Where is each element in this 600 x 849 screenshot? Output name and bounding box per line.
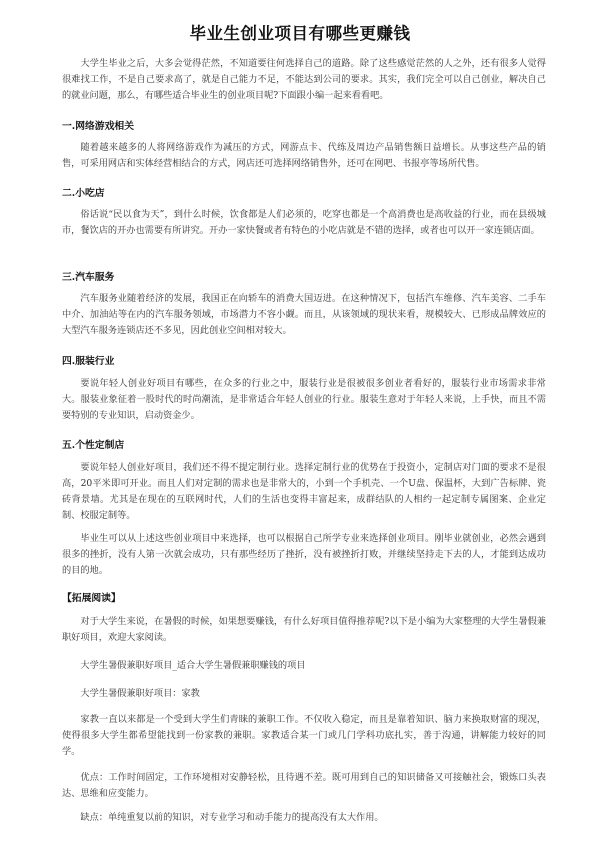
page-title: 毕业生创业项目有哪些更赚钱 (189, 24, 411, 43)
cons-paragraph: 缺点：单纯重复以前的知识，对专业学习和动手能力的提高没有太大作用。 (80, 812, 384, 823)
intro-paragraph: 大学生毕业之后，大多会觉得茫然，不知道要往何选择自己的道路。除了这些感觉茫然的人之外，还有很多人觉得很难找工作，不是自己要求高了，就是自己能力不足，不能达到公司的要求。其实，我们完全可以自己创业，解决自己的就业问题，那么，有哪些适合毕业生的创业项目呢?下面跟小编一起来看看吧。 (62, 58, 546, 101)
section-body-1: 随着越来越多的人将网络游戏作为减压的方式，网游点卡、代练及周边产品销售额日益增长。从事这些产品的销售，可采用网店和实体经营相结合的方式，网店还可选择网络销售外，还可在网吧、书报亭等场所代售。 (62, 142, 546, 169)
section-body-4: 要说年轻人创业好项目有哪些，在众多的行业之中，服装行业是很被很多创业者看好的，服装行业市场需求非常大。服装业象征着一股时代的时尚潮流，是非常适合年轻人创业的行业。服装生意对于年轻人来说，上手快，而且不需要特别的专业知识，启动资金少。 (62, 378, 546, 421)
tutor-paragraph: 家教一直以来都是一个受到大学生们青睐的兼职工作。不仅收入稳定，而且是靠着知识、脑力来换取财富的现况，使得很多大学生都希望能找到一份家教的兼职。家教适合某一门或几门学科功底扎实，善于沟通，讲解能力较好的同学。 (62, 714, 546, 757)
section-heading-1: 一.网络游戏相关 (62, 121, 134, 132)
section-heading-4: 四.服装行业 (62, 356, 115, 367)
pros-paragraph: 优点：工作时间固定，工作环境相对安静轻松，且待遇不差。既可用到自己的知识储备又可接触社会，锻炼口头表达、思维和应变能力。 (62, 772, 546, 799)
extended-intro-paragraph: 对于大学生来说，在暑假的时候，如果想要赚钱，有什么好项目值得推荐呢?以下是小编为大家整理的大学生暑假兼职好项目，欢迎大家阅读。 (62, 616, 546, 643)
extended-subtitle-1: 大学生暑假兼职好项目_适合大学生暑假兼职赚钱的项目 (80, 660, 306, 671)
section-heading-3: 三.汽车服务 (62, 272, 115, 283)
section-body-2: 俗话说“民以食为天”，到什么时候，饮食都是人们必须的，吃穿也都是一个高消费也是高收益的行业，而在县级城市，餐饮店的开办也需要有所讲究。开办一家快餐或者有特色的小吃店就是不错的选择，或者也可以开一家连锁店面。 (62, 209, 546, 236)
extended-subtitle-2: 大学生暑假兼职好项目：家教 (80, 688, 200, 699)
section-heading-5: 五.个性定制店 (62, 440, 125, 451)
section-body-3: 汽车服务业随着经济的发展，我国正在向轿车的消费大国迈进。在这种情况下，包括汽车维修、汽车美容、二手车中介、加油站等在内的汽车服务领域，市场潜力不容小觑。而且，从该领域的现状来看，规模较大、已形成品牌效应的大型汽车服务连锁店还不多见，因此创业空间相对较大。 (62, 293, 546, 336)
section-body-5: 要说年轻人创业好项目，我们还不得不提定制行业。选择定制行业的优势在于投资小，定制店对门面的要求不是很高，20平米即可开业。而且人们对定制的需求也是非常大的，小到一个手机壳、一个U盘、保温杯，大到广告标牌、瓷砖背景墙。尤其是在现在的互联网时代，人们的生活也变得丰富起来，成群结队的人相约一起定制专属图案、企业定制、校服定制等。 (62, 462, 546, 521)
extended-reading-heading: 【拓展阅读】 (62, 593, 121, 604)
section-heading-2: 二.小吃店 (62, 188, 105, 199)
conclusion-paragraph: 毕业生可以从上述这些创业项目中来选择，也可以根据自己所学专业来选择创业项目。刚毕业就创业，必然会遇到很多的挫折，没有人第一次就会成功，只有那些经历了挫折，没有被挫折打败，并继续坚持走下去的人，才能到达成功的目的地。 (62, 533, 546, 576)
